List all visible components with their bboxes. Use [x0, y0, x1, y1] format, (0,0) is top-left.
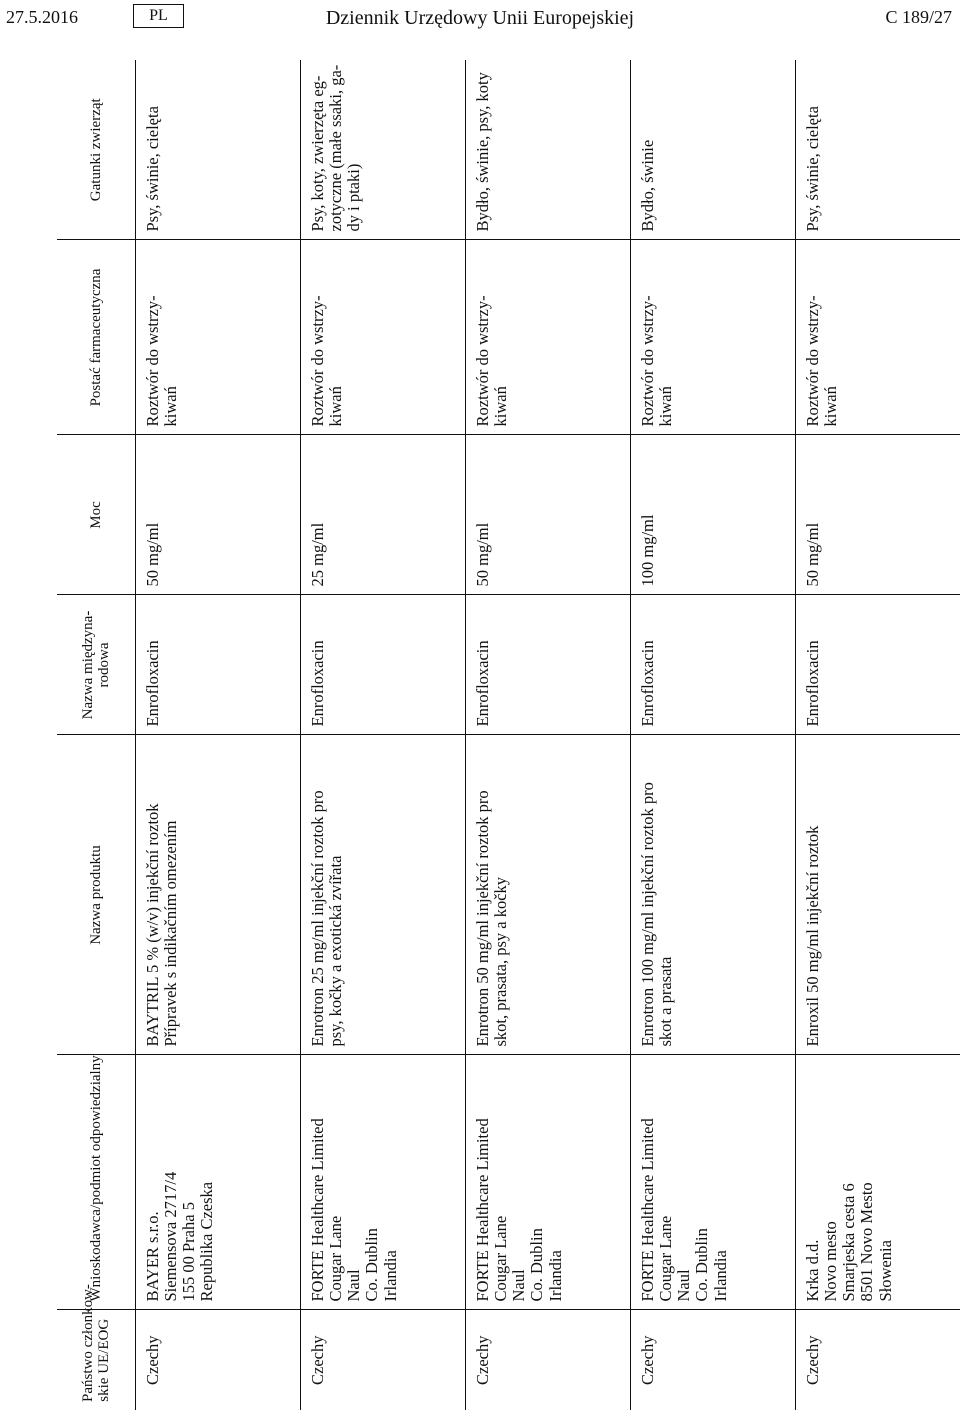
text-line: Cougar Lane — [656, 1215, 676, 1302]
text-line: FORTE Healthcare Limited — [473, 1118, 492, 1302]
header-strength — [57, 435, 136, 595]
cell-inn — [796, 595, 960, 735]
table-header-row — [57, 60, 136, 1410]
text-line: Enrofloxacin — [308, 640, 327, 727]
cell-strength — [631, 435, 796, 595]
text-line: zotyczne (małe ssaki, ga- — [326, 64, 346, 232]
cell-product-name — [631, 735, 796, 1055]
text-line: Naul — [674, 1269, 694, 1302]
cell-pharmaceutical-form — [466, 240, 631, 435]
text-line: 50 mg/ml — [803, 522, 822, 587]
text-line: Enrofloxacin — [143, 640, 162, 727]
text-line: kiwań — [821, 386, 841, 427]
text-line: 100 mg/ml — [638, 514, 657, 587]
text-line: skot, prasata, psy a kočky — [491, 876, 511, 1047]
text-line: Psy, świnie, cielęta — [143, 106, 162, 232]
table-row — [631, 60, 796, 1410]
text-line: BAYER s.r.o. — [143, 1211, 162, 1302]
text-line: 8501 Novo Mesto — [857, 1182, 877, 1302]
rotated-table-frame — [57, 60, 953, 1410]
text-line: Co. Dublin — [527, 1228, 547, 1302]
table-row — [466, 60, 631, 1410]
text-line: Siemensova 2717/4 — [161, 1171, 181, 1302]
text-line: Cougar Lane — [491, 1215, 511, 1302]
cell-product-name — [136, 735, 301, 1055]
text-line: 50 mg/ml — [143, 522, 162, 587]
text-line: Psy, świnie, cielęta — [803, 106, 822, 232]
text-line: Nazwa międzyna- — [79, 610, 96, 720]
cell-pharmaceutical-form — [796, 240, 960, 435]
text-line: skie UE/EOG — [96, 1318, 112, 1402]
cell-product-name — [301, 735, 466, 1055]
table-row — [301, 60, 466, 1410]
text-line: Republika Czeska — [197, 1181, 217, 1302]
cell-product-name — [796, 735, 960, 1055]
text-line: FORTE Healthcare Limited — [638, 1118, 657, 1302]
cell-applicant — [631, 1055, 796, 1310]
cell-inn — [466, 595, 631, 735]
text-line: Enrofloxacin — [638, 640, 657, 727]
text-line: Enrotron 25 mg/ml injekční roztok pro — [308, 790, 327, 1047]
cell-inn — [301, 595, 466, 735]
cell-inn — [631, 595, 796, 735]
text-line: Co. Dublin — [362, 1228, 382, 1302]
text-line: Enroxil 50 mg/ml injekční roztok — [803, 825, 822, 1047]
text-line: Czechy — [143, 1335, 162, 1385]
header-applicant — [57, 1055, 136, 1310]
cell-country — [301, 1310, 466, 1410]
page-number: C 189/27 — [885, 7, 952, 27]
text-line: Přípravek s indikačním omezením — [161, 820, 181, 1047]
table-row — [136, 60, 301, 1410]
header-pharmaceutical-form — [57, 240, 136, 435]
page-header — [0, 0, 960, 40]
cell-applicant — [136, 1055, 301, 1310]
text-line: dy i ptaki) — [344, 163, 364, 232]
text-line: Gatunki zwierząt — [87, 98, 104, 202]
text-line: Naul — [509, 1269, 529, 1302]
cell-country — [466, 1310, 631, 1410]
cell-strength — [466, 435, 631, 595]
cell-species — [631, 60, 796, 240]
cell-strength — [301, 435, 466, 595]
text-line: Bydło, świnie — [638, 139, 657, 232]
text-line: Czechy — [803, 1335, 822, 1385]
text-line: 25 mg/ml — [308, 522, 327, 587]
text-line: BAYTRIL 5 % (w/v) injekční roztok — [143, 803, 162, 1047]
cell-species — [796, 60, 960, 240]
text-line: FORTE Healthcare Limited — [308, 1118, 327, 1302]
cell-pharmaceutical-form — [631, 240, 796, 435]
text-line: Moc — [87, 501, 104, 529]
text-line: Irlandia — [710, 1250, 730, 1302]
text-line: Roztwór do wstrzy- — [803, 295, 822, 427]
header-product-name — [57, 735, 136, 1055]
cell-applicant — [466, 1055, 631, 1310]
header-country — [57, 1284, 136, 1410]
text-line: skot a prasata — [656, 956, 676, 1047]
language-badge: PL — [133, 4, 184, 28]
cell-pharmaceutical-form — [301, 240, 466, 435]
text-line: Czechy — [473, 1335, 492, 1385]
text-line: 50 mg/ml — [473, 522, 492, 587]
cell-country — [796, 1310, 960, 1410]
cell-applicant — [796, 1055, 960, 1310]
text-line: Enrotron 50 mg/ml injekční roztok pro — [473, 790, 492, 1047]
cell-applicant — [301, 1055, 466, 1310]
text-line: 155 00 Praha 5 — [179, 1202, 199, 1302]
text-line: kiwań — [491, 386, 511, 427]
text-line: Irlandia — [545, 1250, 565, 1302]
text-line: Novo mesto — [821, 1221, 841, 1302]
text-line: Enrotron 100 mg/ml injekční roztok pro — [638, 782, 657, 1047]
text-line: Cougar Lane — [326, 1215, 346, 1302]
text-line: rodowa — [96, 642, 112, 688]
text-line: Czechy — [308, 1335, 327, 1385]
text-line: Roztwór do wstrzy- — [308, 295, 327, 427]
authorisations-table — [57, 60, 960, 1410]
text-line: Psy, koty, zwierzęta eg- — [308, 75, 327, 232]
text-line: Co. Dublin — [692, 1228, 712, 1302]
text-line: Postać farmaceutyczna — [87, 268, 104, 407]
cell-strength — [136, 435, 301, 595]
text-line: Nazwa produktu — [87, 845, 104, 945]
cell-species — [301, 60, 466, 240]
cell-country — [136, 1310, 301, 1410]
text-line: Smarjeska cesta 6 — [839, 1183, 859, 1302]
cell-species — [466, 60, 631, 240]
text-line: kiwań — [656, 386, 676, 427]
cell-pharmaceutical-form — [136, 240, 301, 435]
text-line: Słowenia — [875, 1240, 895, 1302]
text-line: Państwo członkow- — [79, 1284, 96, 1402]
table-row — [796, 60, 960, 1410]
publication-date: 27.5.2016 — [6, 7, 78, 27]
cell-country — [631, 1310, 796, 1410]
text-line: Krka d.d. — [803, 1239, 822, 1302]
cell-inn — [136, 595, 301, 735]
text-line: Enrofloxacin — [473, 640, 492, 727]
cell-strength — [796, 435, 960, 595]
text-line: Irlandia — [380, 1250, 400, 1302]
text-line: psy, kočky a exotická zvířata — [326, 855, 346, 1047]
text-line: Roztwór do wstrzy- — [638, 295, 657, 427]
text-line: Roztwór do wstrzy- — [143, 295, 162, 427]
text-line: kiwań — [161, 386, 181, 427]
cell-species — [136, 60, 301, 240]
text-line: Bydło, świnie, psy, koty — [473, 72, 492, 232]
text-line: Czechy — [638, 1335, 657, 1385]
text-line: kiwań — [326, 386, 346, 427]
text-line: Naul — [344, 1269, 364, 1302]
text-line: Wnioskodawca/podmiot odpowiedzialny — [87, 1055, 104, 1302]
text-line: Enrofloxacin — [803, 640, 822, 727]
header-species — [57, 60, 136, 240]
header-inn — [57, 595, 136, 735]
cell-product-name — [466, 735, 631, 1055]
text-line: Roztwór do wstrzy- — [473, 295, 492, 427]
journal-title: Dziennik Urzędowy Unii Europejskiej — [325, 7, 635, 29]
